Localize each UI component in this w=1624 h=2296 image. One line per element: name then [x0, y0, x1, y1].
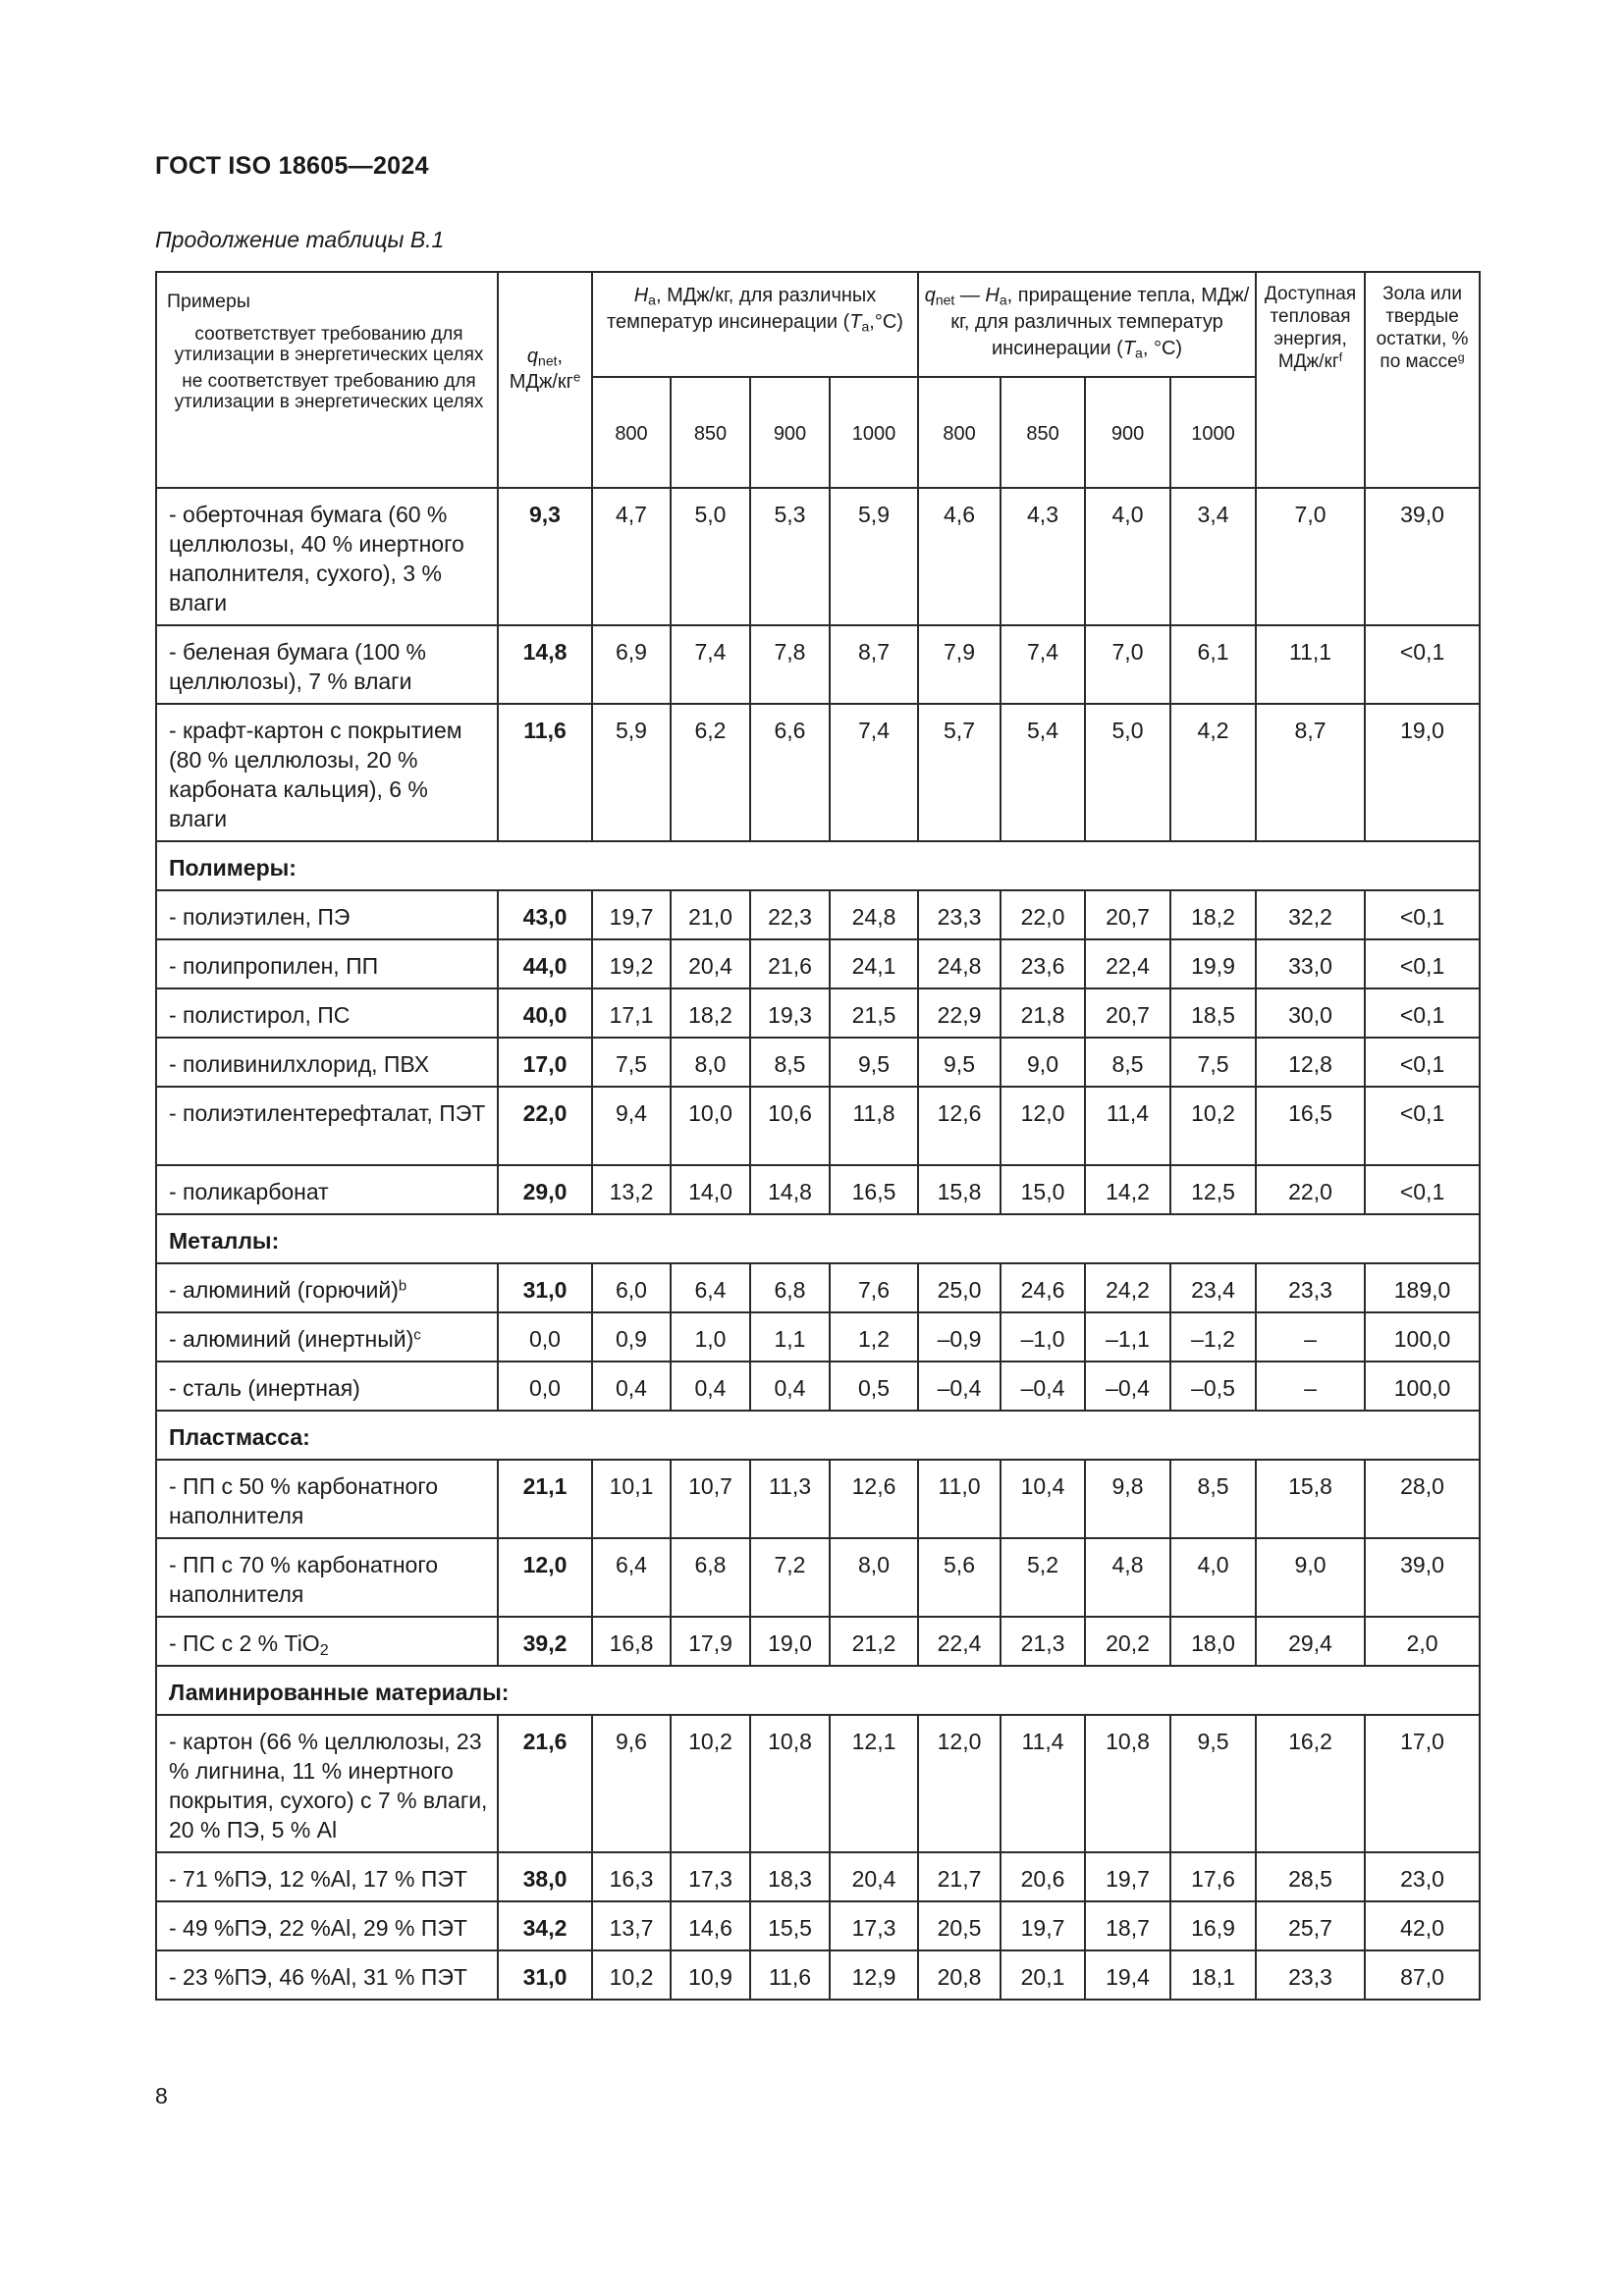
- header-temp-1: 850: [671, 377, 750, 488]
- value-cell: 24,2: [1085, 1263, 1170, 1312]
- value-cell: 8,7: [1256, 704, 1365, 841]
- value-cell: –0,4: [1085, 1362, 1170, 1411]
- qnet-value: 9,3: [498, 488, 592, 625]
- value-cell: 7,8: [750, 625, 830, 704]
- value-cell: –1,1: [1085, 1312, 1170, 1362]
- value-cell: 17,1: [592, 988, 671, 1038]
- header-temp-7: 1000: [1170, 377, 1256, 488]
- header-qnet: $q_{net}$, МДж/$кг^e$: [498, 272, 592, 488]
- value-cell: 6,4: [671, 1263, 750, 1312]
- value-cell: 6,8: [671, 1538, 750, 1617]
- value-cell: 7,5: [1170, 1038, 1256, 1087]
- section-title: Пластмасса:: [156, 1411, 1480, 1460]
- value-cell: 11,3: [750, 1460, 830, 1538]
- value-cell: 12,9: [830, 1950, 918, 2000]
- value-cell: 22,4: [1085, 939, 1170, 988]
- value-cell: <0,1: [1365, 939, 1480, 988]
- material-name: - крафт-картон с покрытием (80 % целлюлозы, 20 % карбоната кальция), 6 % влаги: [156, 704, 498, 841]
- value-cell: 17,0: [1365, 1715, 1480, 1852]
- value-cell: 39,0: [1365, 488, 1480, 625]
- value-cell: 12,1: [830, 1715, 918, 1852]
- section-row: [156, 1214, 1480, 1263]
- value-cell: 5,7: [918, 704, 1001, 841]
- value-cell: 0,4: [592, 1362, 671, 1411]
- table-row: [156, 488, 1480, 625]
- value-cell: 20,7: [1085, 988, 1170, 1038]
- value-cell: 12,5: [1170, 1165, 1256, 1214]
- qnet-value: 34,2: [498, 1901, 592, 1950]
- value-cell: 42,0: [1365, 1901, 1480, 1950]
- table-row: [156, 1362, 1480, 1411]
- value-cell: 9,5: [1170, 1715, 1256, 1852]
- value-cell: 23,4: [1170, 1263, 1256, 1312]
- material-name: - полиэтилентерефталат, ПЭТ: [156, 1087, 498, 1165]
- table-row: [156, 1852, 1480, 1901]
- qnet-value: 11,6: [498, 704, 592, 841]
- value-cell: 7,9: [918, 625, 1001, 704]
- value-cell: 0,4: [750, 1362, 830, 1411]
- qnet-value: 38,0: [498, 1852, 592, 1901]
- header-qha-group: $q_{net}$ — $H_a$, приращение тепла, МДж/кг, для различных температур инсинерации ($T_a$, °C): [918, 272, 1256, 377]
- value-cell: 13,2: [592, 1165, 671, 1214]
- table-row: [156, 1715, 1480, 1852]
- value-cell: 11,6: [750, 1950, 830, 2000]
- document-header: ГОСТ ISO 18605—2024: [155, 152, 429, 180]
- value-cell: 21,8: [1001, 988, 1085, 1038]
- value-cell: 11,4: [1085, 1087, 1170, 1165]
- value-cell: 22,0: [1001, 890, 1085, 939]
- value-cell: 12,0: [1001, 1087, 1085, 1165]
- material-name: - полистирол, ПС: [156, 988, 498, 1038]
- material-name: - поликарбонат: [156, 1165, 498, 1214]
- value-cell: 13,7: [592, 1901, 671, 1950]
- table-row: [156, 988, 1480, 1038]
- material-name: - картон (66 % целлюлозы, 23 % лигнина, 11 % инертного покрытия, сухого) с 7 % влаги, 20 % ПЭ, 5 % Al: [156, 1715, 498, 1852]
- material-name: - поливинилхлорид, ПВХ: [156, 1038, 498, 1087]
- value-cell: 7,4: [830, 704, 918, 841]
- value-cell: 17,9: [671, 1617, 750, 1666]
- qnet-value: 39,2: [498, 1617, 592, 1666]
- value-cell: 32,2: [1256, 890, 1365, 939]
- table-row: [156, 1460, 1480, 1538]
- value-cell: 12,8: [1256, 1038, 1365, 1087]
- value-cell: 9,8: [1085, 1460, 1170, 1538]
- value-cell: 5,9: [592, 704, 671, 841]
- value-cell: 20,8: [918, 1950, 1001, 2000]
- value-cell: 25,7: [1256, 1901, 1365, 1950]
- material-name: - ПС с 2 % TiO$_2$: [156, 1617, 498, 1666]
- value-cell: 23,3: [1256, 1263, 1365, 1312]
- value-cell: 0,9: [592, 1312, 671, 1362]
- value-cell: 5,4: [1001, 704, 1085, 841]
- value-cell: 21,0: [671, 890, 750, 939]
- value-cell: 10,4: [1001, 1460, 1085, 1538]
- table-row: [156, 1538, 1480, 1617]
- value-cell: 5,3: [750, 488, 830, 625]
- value-cell: 14,8: [750, 1165, 830, 1214]
- table-row: [156, 1038, 1480, 1087]
- material-name: - полиэтилен, ПЭ: [156, 890, 498, 939]
- value-cell: 24,8: [918, 939, 1001, 988]
- material-name: - алюминий (горючий)$^b$: [156, 1263, 498, 1312]
- table-row: [156, 704, 1480, 841]
- table-caption: Продолжение таблицы В.1: [155, 227, 445, 252]
- value-cell: 8,5: [750, 1038, 830, 1087]
- value-cell: 9,5: [918, 1038, 1001, 1087]
- section-row: [156, 1411, 1480, 1460]
- value-cell: 10,8: [1085, 1715, 1170, 1852]
- section-title: Металлы:: [156, 1214, 1480, 1263]
- formula-subscript: 2: [319, 1641, 329, 1660]
- value-cell: 6,0: [592, 1263, 671, 1312]
- value-cell: 11,4: [1001, 1715, 1085, 1852]
- value-cell: 24,1: [830, 939, 918, 988]
- value-cell: 20,2: [1085, 1617, 1170, 1666]
- value-cell: 12,6: [830, 1460, 918, 1538]
- value-cell: 0,5: [830, 1362, 918, 1411]
- value-cell: 20,1: [1001, 1950, 1085, 2000]
- value-cell: –1,0: [1001, 1312, 1085, 1362]
- value-cell: 7,4: [1001, 625, 1085, 704]
- value-cell: 18,0: [1170, 1617, 1256, 1666]
- header-available-energy: Доступная тепловая энергия, МДж/$кг^f$: [1256, 272, 1365, 488]
- value-cell: 22,9: [918, 988, 1001, 1038]
- value-cell: 22,3: [750, 890, 830, 939]
- qnet-value: 44,0: [498, 939, 592, 988]
- value-cell: 15,8: [918, 1165, 1001, 1214]
- value-cell: 1,1: [750, 1312, 830, 1362]
- value-cell: 15,0: [1001, 1165, 1085, 1214]
- value-cell: 19,0: [1365, 704, 1480, 841]
- value-cell: 4,6: [918, 488, 1001, 625]
- value-cell: 23,0: [1365, 1852, 1480, 1901]
- value-cell: 100,0: [1365, 1312, 1480, 1362]
- header-examples: [156, 272, 498, 488]
- value-cell: 6,9: [592, 625, 671, 704]
- qnet-value: 17,0: [498, 1038, 592, 1087]
- value-cell: 19,7: [1001, 1901, 1085, 1950]
- value-cell: –0,4: [918, 1362, 1001, 1411]
- value-cell: 21,3: [1001, 1617, 1085, 1666]
- value-cell: 21,5: [830, 988, 918, 1038]
- qnet-value: 31,0: [498, 1263, 592, 1312]
- value-cell: 16,3: [592, 1852, 671, 1901]
- header-ash: Зола или твердые остатки, % по массе$^g$: [1365, 272, 1480, 488]
- value-cell: <0,1: [1365, 890, 1480, 939]
- value-cell: 6,8: [750, 1263, 830, 1312]
- qnet-value: 14,8: [498, 625, 592, 704]
- value-cell: 12,0: [918, 1715, 1001, 1852]
- qnet-value: 0,0: [498, 1312, 592, 1362]
- value-cell: 10,7: [671, 1460, 750, 1538]
- value-cell: 17,6: [1170, 1852, 1256, 1901]
- value-cell: 19,0: [750, 1617, 830, 1666]
- value-cell: 4,3: [1001, 488, 1085, 625]
- value-cell: 6,2: [671, 704, 750, 841]
- qnet-value: 31,0: [498, 1950, 592, 2000]
- header-row-1: [156, 272, 1480, 377]
- qnet-value: 43,0: [498, 890, 592, 939]
- value-cell: 9,0: [1001, 1038, 1085, 1087]
- value-cell: 11,0: [918, 1460, 1001, 1538]
- value-cell: 39,0: [1365, 1538, 1480, 1617]
- value-cell: <0,1: [1365, 988, 1480, 1038]
- section-title: Полимеры:: [156, 841, 1480, 890]
- value-cell: 7,4: [671, 625, 750, 704]
- header-temp-2: 900: [750, 377, 830, 488]
- value-cell: 18,2: [671, 988, 750, 1038]
- value-cell: 16,5: [830, 1165, 918, 1214]
- value-cell: 9,0: [1256, 1538, 1365, 1617]
- value-cell: 6,6: [750, 704, 830, 841]
- value-cell: 28,5: [1256, 1852, 1365, 1901]
- value-cell: 20,4: [830, 1852, 918, 1901]
- value-cell: –1,2: [1170, 1312, 1256, 1362]
- value-cell: 11,1: [1256, 625, 1365, 704]
- value-cell: 9,5: [830, 1038, 918, 1087]
- value-cell: –0,5: [1170, 1362, 1256, 1411]
- value-cell: 87,0: [1365, 1950, 1480, 2000]
- value-cell: 19,4: [1085, 1950, 1170, 2000]
- qnet-value: 0,0: [498, 1362, 592, 1411]
- value-cell: <0,1: [1365, 1087, 1480, 1165]
- value-cell: 6,4: [592, 1538, 671, 1617]
- material-name: - 49 %ПЭ, 22 %Al, 29 % ПЭТ: [156, 1901, 498, 1950]
- footnote-marker: c: [413, 1326, 421, 1344]
- value-cell: 16,2: [1256, 1715, 1365, 1852]
- section-row: [156, 1666, 1480, 1715]
- value-cell: 30,0: [1256, 988, 1365, 1038]
- value-cell: 0,4: [671, 1362, 750, 1411]
- value-cell: 18,7: [1085, 1901, 1170, 1950]
- value-cell: 14,0: [671, 1165, 750, 1214]
- value-cell: 4,0: [1170, 1538, 1256, 1617]
- value-cell: 1,2: [830, 1312, 918, 1362]
- table-row: [156, 1087, 1480, 1165]
- value-cell: –: [1256, 1362, 1365, 1411]
- value-cell: 10,2: [671, 1715, 750, 1852]
- value-cell: 16,9: [1170, 1901, 1256, 1950]
- qnet-value: 22,0: [498, 1087, 592, 1165]
- value-cell: 20,4: [671, 939, 750, 988]
- value-cell: 19,7: [1085, 1852, 1170, 1901]
- value-cell: –0,9: [918, 1312, 1001, 1362]
- value-cell: 8,0: [671, 1038, 750, 1087]
- examples-not-complies: не соответствует требованию для утилизации в энергетических целях: [174, 371, 484, 412]
- value-cell: 15,5: [750, 1901, 830, 1950]
- value-cell: 8,7: [830, 625, 918, 704]
- examples-title: Примеры: [167, 291, 250, 312]
- section-title: Ламинированные материалы:: [156, 1666, 1480, 1715]
- value-cell: 7,2: [750, 1538, 830, 1617]
- qnet-value: 21,6: [498, 1715, 592, 1852]
- value-cell: <0,1: [1365, 1165, 1480, 1214]
- value-cell: 5,2: [1001, 1538, 1085, 1617]
- value-cell: 18,3: [750, 1852, 830, 1901]
- material-name: - ПП с 70 % карбонатного наполнителя: [156, 1538, 498, 1617]
- value-cell: 8,0: [830, 1538, 918, 1617]
- value-cell: 4,7: [592, 488, 671, 625]
- value-cell: 18,5: [1170, 988, 1256, 1038]
- value-cell: 10,6: [750, 1087, 830, 1165]
- value-cell: 5,6: [918, 1538, 1001, 1617]
- value-cell: 7,5: [592, 1038, 671, 1087]
- examples-complies: соответствует требованию для утилизации в энергетических целях: [174, 324, 484, 365]
- value-cell: 21,6: [750, 939, 830, 988]
- value-cell: 17,3: [830, 1901, 918, 1950]
- value-cell: 28,0: [1365, 1460, 1480, 1538]
- value-cell: –0,4: [1001, 1362, 1085, 1411]
- material-name: - сталь (инертная): [156, 1362, 498, 1411]
- value-cell: 16,8: [592, 1617, 671, 1666]
- header-temp-6: 900: [1085, 377, 1170, 488]
- value-cell: 21,7: [918, 1852, 1001, 1901]
- value-cell: 24,8: [830, 890, 918, 939]
- value-cell: 10,1: [592, 1460, 671, 1538]
- value-cell: 18,2: [1170, 890, 1256, 939]
- value-cell: 14,6: [671, 1901, 750, 1950]
- table-row: [156, 890, 1480, 939]
- material-name: - алюминий (инертный)$^c$: [156, 1312, 498, 1362]
- value-cell: 10,8: [750, 1715, 830, 1852]
- value-cell: 9,6: [592, 1715, 671, 1852]
- table-row: [156, 625, 1480, 704]
- value-cell: <0,1: [1365, 625, 1480, 704]
- value-cell: 4,2: [1170, 704, 1256, 841]
- value-cell: <0,1: [1365, 1038, 1480, 1087]
- value-cell: 11,8: [830, 1087, 918, 1165]
- value-cell: 5,0: [671, 488, 750, 625]
- value-cell: 7,0: [1256, 488, 1365, 625]
- value-cell: 9,4: [592, 1087, 671, 1165]
- header-temp-0: 800: [592, 377, 671, 488]
- value-cell: 25,0: [918, 1263, 1001, 1312]
- table-row: [156, 939, 1480, 988]
- value-cell: 100,0: [1365, 1362, 1480, 1411]
- value-cell: 5,9: [830, 488, 918, 625]
- value-cell: 20,7: [1085, 890, 1170, 939]
- table-row: [156, 1263, 1480, 1312]
- value-cell: 18,1: [1170, 1950, 1256, 2000]
- value-cell: 14,2: [1085, 1165, 1170, 1214]
- value-cell: 5,0: [1085, 704, 1170, 841]
- material-name: - оберточная бумага (60 % целлюлозы, 40 % инертного наполнителя, сухого), 3 % влаги: [156, 488, 498, 625]
- footnote-marker: b: [398, 1277, 407, 1295]
- header-temp-3: 1000: [830, 377, 918, 488]
- value-cell: 6,1: [1170, 625, 1256, 704]
- material-name: - 71 %ПЭ, 12 %Al, 17 % ПЭТ: [156, 1852, 498, 1901]
- value-cell: 8,5: [1170, 1460, 1256, 1538]
- value-cell: 4,0: [1085, 488, 1170, 625]
- table-row: [156, 1901, 1480, 1950]
- value-cell: 189,0: [1365, 1263, 1480, 1312]
- value-cell: 10,2: [592, 1950, 671, 2000]
- section-row: [156, 841, 1480, 890]
- value-cell: 20,6: [1001, 1852, 1085, 1901]
- value-cell: 23,3: [1256, 1950, 1365, 2000]
- material-name: - беленая бумага (100 % целлюлозы), 7 % влаги: [156, 625, 498, 704]
- value-cell: 4,8: [1085, 1538, 1170, 1617]
- value-cell: 3,4: [1170, 488, 1256, 625]
- value-cell: 19,9: [1170, 939, 1256, 988]
- value-cell: 8,5: [1085, 1038, 1170, 1087]
- value-cell: 19,7: [592, 890, 671, 939]
- value-cell: 22,0: [1256, 1165, 1365, 1214]
- value-cell: 10,9: [671, 1950, 750, 2000]
- value-cell: 17,3: [671, 1852, 750, 1901]
- table-row: [156, 1312, 1480, 1362]
- value-cell: 19,2: [592, 939, 671, 988]
- header-ha-group: $H_a$, МДж/кг, для различных температур инсинерации $(T_a,^\circ C)$: [592, 272, 918, 377]
- material-name: - ПП с 50 % карбонатного наполнителя: [156, 1460, 498, 1538]
- value-cell: 10,0: [671, 1087, 750, 1165]
- value-cell: 23,3: [918, 890, 1001, 939]
- page-number: 8: [155, 2083, 168, 2109]
- value-cell: 1,0: [671, 1312, 750, 1362]
- value-cell: 2,0: [1365, 1617, 1480, 1666]
- value-cell: 12,6: [918, 1087, 1001, 1165]
- data-table: [155, 271, 1481, 2001]
- table-row: [156, 1950, 1480, 2000]
- value-cell: 33,0: [1256, 939, 1365, 988]
- qnet-value: 40,0: [498, 988, 592, 1038]
- header-temp-5: 850: [1001, 377, 1085, 488]
- value-cell: 29,4: [1256, 1617, 1365, 1666]
- value-cell: 7,0: [1085, 625, 1170, 704]
- value-cell: 15,8: [1256, 1460, 1365, 1538]
- qnet-value: 21,1: [498, 1460, 592, 1538]
- value-cell: 19,3: [750, 988, 830, 1038]
- material-name: - полипропилен, ПП: [156, 939, 498, 988]
- value-cell: 21,2: [830, 1617, 918, 1666]
- value-cell: 20,5: [918, 1901, 1001, 1950]
- value-cell: –: [1256, 1312, 1365, 1362]
- table-row: [156, 1165, 1480, 1214]
- header-temp-4: 800: [918, 377, 1001, 488]
- value-cell: 16,5: [1256, 1087, 1365, 1165]
- value-cell: 10,2: [1170, 1087, 1256, 1165]
- qnet-value: 29,0: [498, 1165, 592, 1214]
- value-cell: 23,6: [1001, 939, 1085, 988]
- value-cell: 24,6: [1001, 1263, 1085, 1312]
- value-cell: 22,4: [918, 1617, 1001, 1666]
- qnet-value: 12,0: [498, 1538, 592, 1617]
- table-row: [156, 1617, 1480, 1666]
- material-name: - 23 %ПЭ, 46 %Al, 31 % ПЭТ: [156, 1950, 498, 2000]
- value-cell: 7,6: [830, 1263, 918, 1312]
